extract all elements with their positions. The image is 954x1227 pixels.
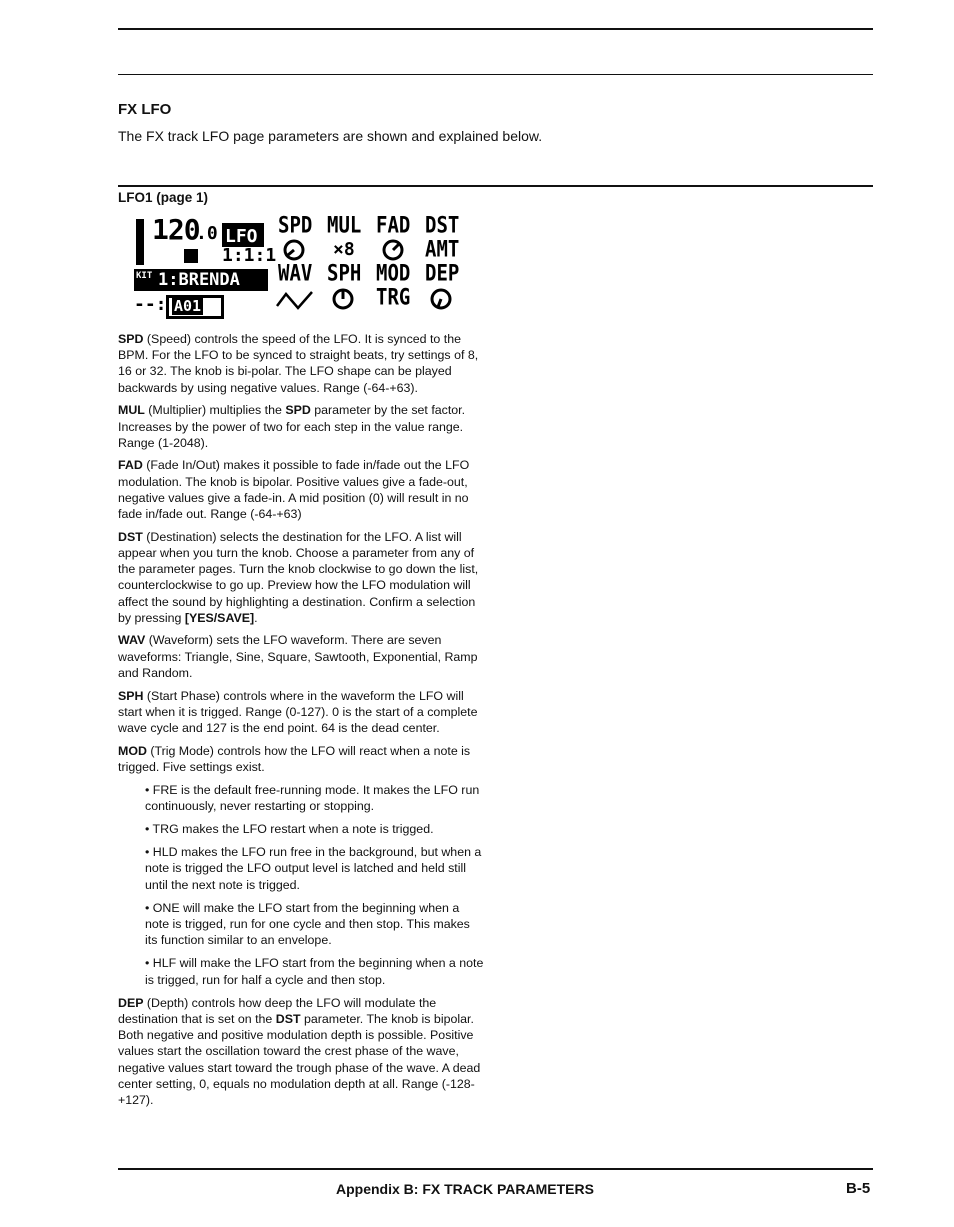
term-inline: SPD [285, 403, 311, 418]
subsection-title: LFO1 (page 1) [118, 190, 209, 205]
kit-name: 1:BRENDA [158, 270, 240, 290]
paragraph-dep [118, 995, 484, 1108]
tempo-decimal: .0 [196, 223, 218, 244]
tempo-bar-icon [136, 229, 144, 265]
term: SPH [118, 688, 144, 703]
param-label-wav: WAV [278, 261, 313, 287]
param-label-dst: DST [425, 213, 460, 239]
paragraph-mul [118, 402, 484, 451]
term: WAV [118, 633, 146, 648]
param-label-mod: MOD [376, 261, 411, 287]
paragraph-dst [118, 529, 484, 626]
term-inline: DST [275, 1012, 301, 1027]
trig-mode-list [118, 782, 484, 988]
text: (Destination) selects the destination for the LFO. A list will appear when you turn the knob. Choose a parameter from any of the parameter pages. Turn the knob clockwise to go down the list, counterclockwise to go up. Preview how the LFO modulation will affect the sound by highlighting a destination. Confirm a selection by pressing [118, 529, 479, 625]
pattern-name: A01 [174, 297, 202, 315]
triangle-wave-icon [276, 288, 314, 310]
mod-value: TRG [376, 285, 411, 311]
term: DEP [118, 995, 144, 1010]
dst-value: AMT [425, 237, 460, 263]
text: (Waveform) sets the LFO waveform. There are seven waveforms: Triangle, Sine, Square, Sawtooth, Exponential, Ramp and Random. [118, 633, 478, 680]
list-item: • TRG makes the LFO restart when a note is trigged. [145, 821, 434, 836]
pattern-prefix: --: [134, 294, 167, 315]
footer-title: Appendix B: FX TRACK PARAMETERS [336, 1181, 594, 1197]
page-tab: LFO [222, 223, 264, 247]
paragraph-sph [118, 688, 484, 737]
subsection-rule [118, 185, 873, 187]
paragraph-spd [118, 331, 484, 396]
list-item: • HLF will make the LFO start from the beginning when a note is trigged, run for half a cycle and then stop. [145, 956, 484, 987]
text: (Trig Mode) controls how the LFO will react when a note is trigged. Five settings exist. [118, 743, 471, 774]
text: (Speed) controls the speed of the LFO. It is synced to the BPM. For the LFO to be synced to straight beats, try settings of 8, 16 or 32. The knob is bi-polar. The LFO shape can be played backwards by using negative values. Range (-64-+63). [118, 332, 479, 395]
text: (Multiplier) multiplies the [144, 403, 286, 418]
text: . [254, 610, 258, 625]
list-item: • ONE will make the LFO start from the beginning when a note is trigged, run for one cycle and then stop. This makes its function similar to an envelope. [145, 900, 470, 948]
text: (Depth) controls how deep the LFO will modulate the destination that is set on the [118, 995, 437, 1027]
mul-value: ×8 [333, 239, 355, 260]
text: parameter by the set factor. Increases by the power of two for each step in the value range. Range (1-2048). [118, 403, 466, 450]
paragraph-wav [118, 632, 484, 681]
param-label-sph: SPH [327, 261, 362, 287]
term-inline: [YES/SAVE] [184, 610, 255, 625]
kit-prefix: KIT [136, 271, 153, 281]
body-text [118, 331, 484, 1115]
term: SPD [118, 332, 144, 346]
spd-knob-icon [282, 238, 306, 262]
section-intro: The FX track LFO page parameters are shown and explained below. [118, 128, 543, 144]
dep-knob-icon [429, 287, 453, 311]
fad-knob-icon [381, 238, 405, 262]
tempo-meter-icon [136, 219, 144, 229]
top-rule [118, 28, 873, 30]
text: (Fade In/Out) makes it possible to fade in/fade out the LFO modulation. The knob is bipolar. Positive values give a fade-out, negative values give a fade-in. A mid position (0) will result in no fade in/fade out. Range (-64-+63) [118, 458, 470, 522]
sph-knob-icon [331, 287, 355, 311]
footer-rule [118, 1168, 873, 1170]
lcd-screen [132, 215, 464, 317]
term: FAD [118, 458, 143, 473]
param-label-fad: FAD [376, 213, 411, 239]
page-number: B-5 [846, 1180, 871, 1197]
list-item: • FRE is the default free-running mode. It makes the LFO run continuously, never restarting or stopping. [145, 782, 480, 813]
term: MOD [118, 743, 147, 758]
paragraph-mod [118, 743, 484, 775]
header-rule [118, 74, 873, 75]
text: (Start Phase) controls where in the waveform the LFO will start when it is trigged. Range (0-127). 0 is the start of a complete wave cycle and 127 is the end point. 64 is the dead center. [118, 688, 478, 735]
sequencer-position: 1:1:1 [222, 245, 277, 266]
stop-icon [184, 249, 198, 263]
param-label-mul: MUL [327, 213, 362, 239]
term: DST [118, 529, 143, 544]
term: MUL [118, 403, 145, 418]
param-label-spd: SPD [278, 213, 313, 239]
paragraph-fad [118, 457, 484, 522]
section-title: FX LFO [118, 101, 172, 118]
tempo-value: 120 [152, 213, 200, 246]
param-label-dep: DEP [425, 261, 460, 287]
list-item: • HLD makes the LFO run free in the background, but when a note is trigged the LFO output level is latched and held still until the next note is trigged. [145, 845, 482, 892]
text: parameter. The knob is bipolar. Both negative and positive modulation depth is possible. Positive values start the oscillation toward the crest phase of the wave, negative values start toward the trough phase of the wave. A dead center setting, 0, equals no modulation depth at all. Range (-128-+127). [118, 1012, 481, 1108]
